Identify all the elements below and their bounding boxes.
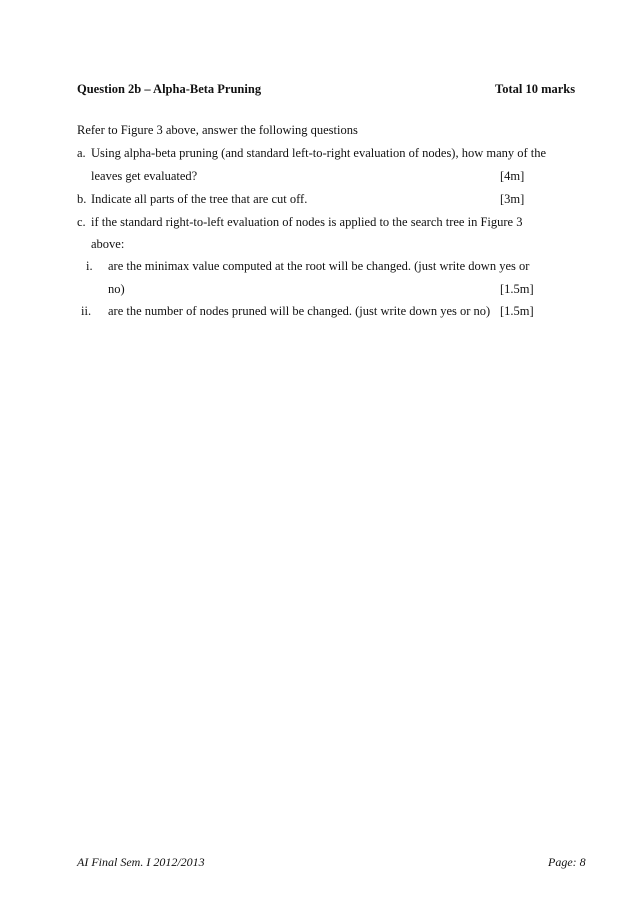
item-c-line1: if the standard right-to-left evaluation of nodes is applied to the search tree in Figure 3 <box>91 215 523 229</box>
item-ci-marks: [1.5m] <box>500 282 534 296</box>
item-c-line2: above: <box>91 237 125 251</box>
item-a-label: a. <box>77 146 86 160</box>
item-a-marks: [4m] <box>500 169 525 183</box>
item-a-line1: Using alpha-beta pruning (and standard left-to-right evaluation of nodes), how many of the <box>91 146 547 160</box>
item-cii-label: ii. <box>81 304 92 318</box>
footer-course-info: AI Final Sem. I 2012/2013 <box>77 855 205 869</box>
question-title: Question 2b – Alpha-Beta Pruning <box>77 82 262 96</box>
item-b-marks: [3m] <box>500 192 525 206</box>
item-a-line2: leaves get evaluated? <box>91 169 198 183</box>
item-ci-label: i. <box>86 259 93 273</box>
item-ci-line2: no) <box>108 282 125 296</box>
item-cii-line1: are the number of nodes pruned will be changed. (just write down yes or no) <box>108 304 491 318</box>
intro-text: Refer to Figure 3 above, answer the following questions <box>77 123 358 137</box>
item-c-label: c. <box>77 215 86 229</box>
footer-page-number: Page: 8 <box>548 855 586 869</box>
item-ci-line1: are the minimax value computed at the root will be changed. (just write down yes or <box>108 259 530 273</box>
item-b-label: b. <box>77 192 87 206</box>
item-cii-marks: [1.5m] <box>500 304 534 318</box>
total-marks: Total 10 marks <box>495 82 576 96</box>
item-b-line1: Indicate all parts of the tree that are cut off. <box>91 192 308 206</box>
